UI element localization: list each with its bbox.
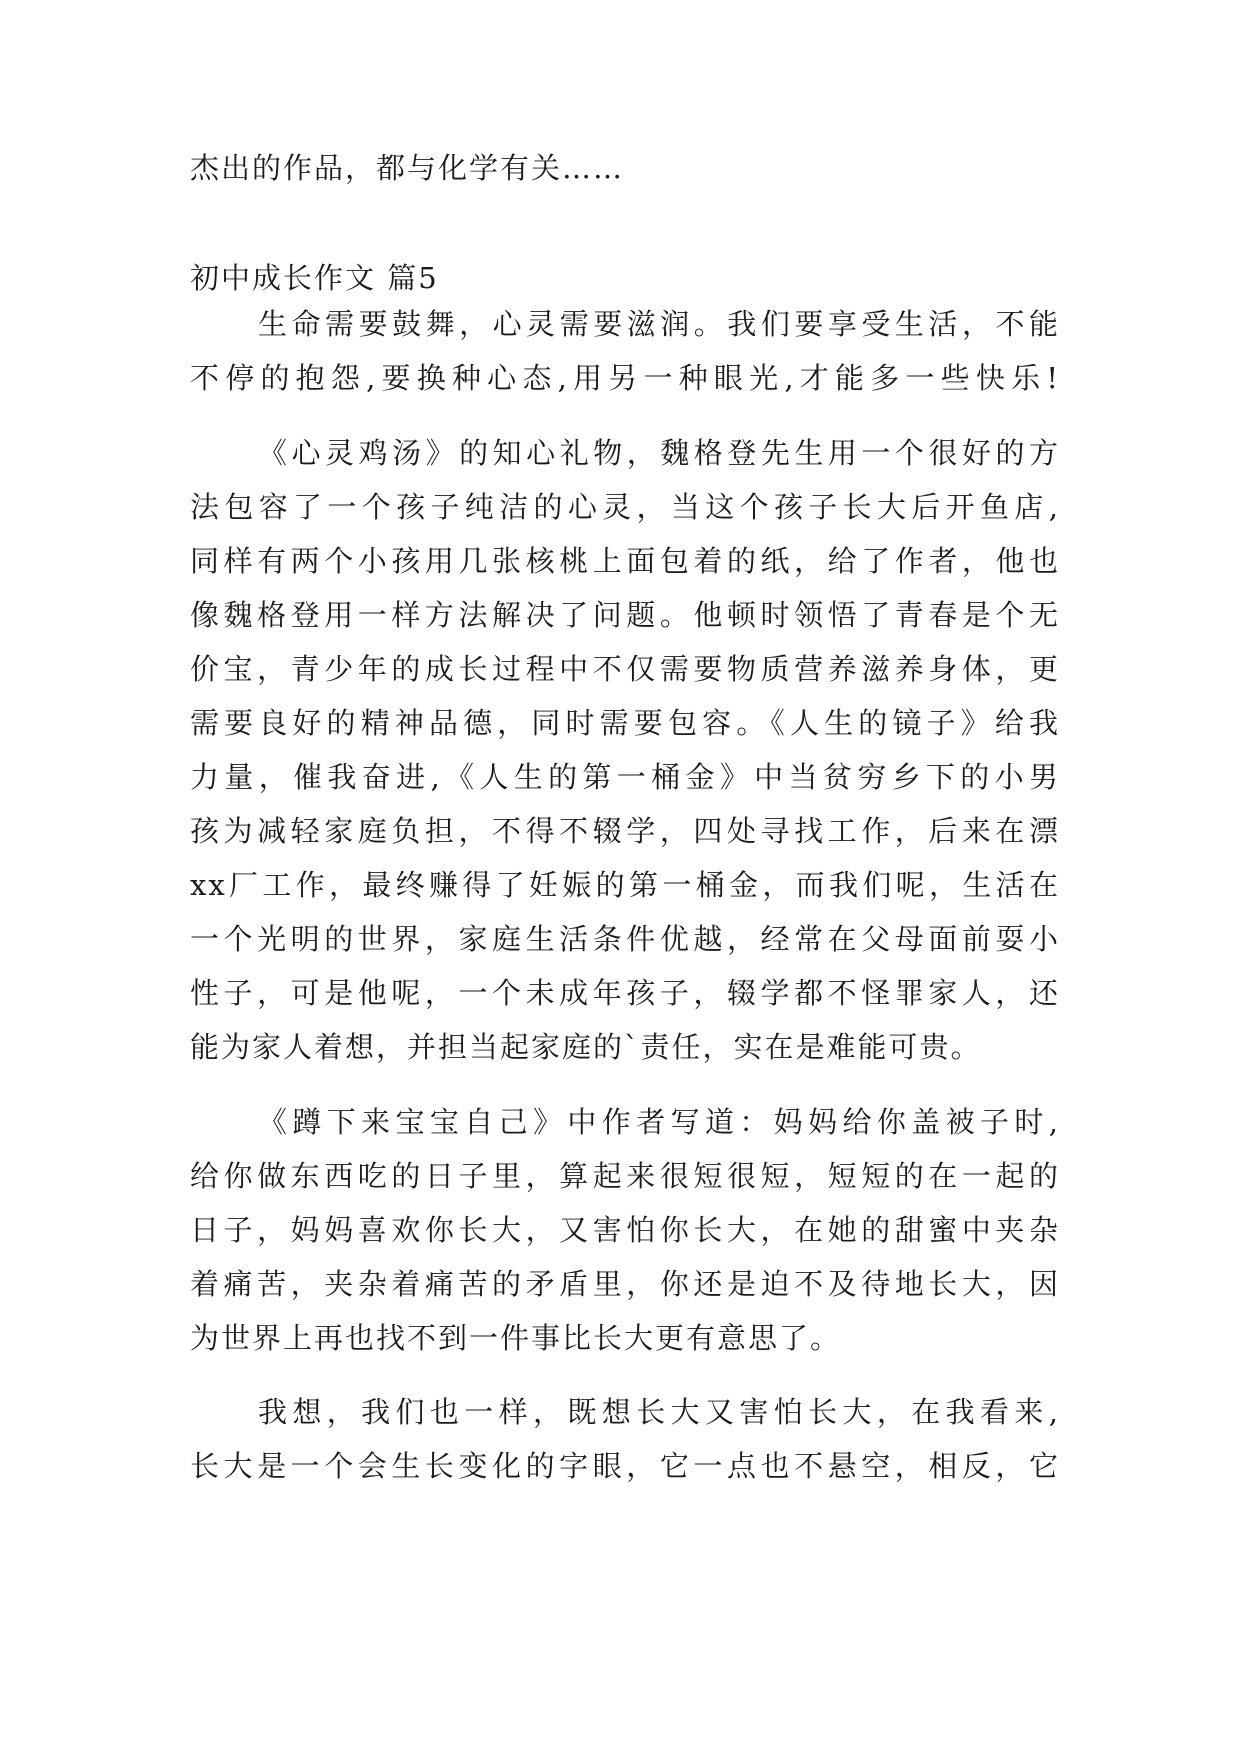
- paragraph-line: xx厂工作，最终赚得了妊娠的第一桶金，而我们呢，生活在: [190, 868, 1060, 902]
- paragraph-line: 价宝，青少年的成长过程中不仅需要物质营养滋养身体，更: [190, 652, 1060, 686]
- paragraph-line: 生命需要鼓舞，心灵需要滋润。我们要享受生活，不能: [258, 307, 1060, 341]
- paragraph-line: 杰出的作品，都与化学有关……: [190, 151, 625, 185]
- paragraph-line: 不停的抱怨,要换种心态,用另一种眼光,才能多一些快乐!: [190, 361, 1060, 395]
- paragraph-line: 为世界上再也找不到一件事比长大更有意思了。: [190, 1321, 842, 1355]
- paragraph-line: 《心灵鸡汤》的知心礼物，魏格登先生用一个很好的方: [258, 436, 1060, 470]
- paragraph-line: 同样有两个小孩用几张核桃上面包着的纸，给了作者，他也: [190, 544, 1060, 578]
- paragraph-line: 一个光明的世界，家庭生活条件优越，经常在父母面前耍小: [190, 922, 1060, 956]
- paragraph-line: 能为家人着想，并担当起家庭的`责任，实在是难能可贵。: [190, 1030, 982, 1064]
- paragraph-line: 性子，可是他呢，一个未成年孩子，辍学都不怪罪家人，还: [190, 976, 1060, 1010]
- paragraph-line: 需要良好的精神品德，同时需要包容。《人生的镜子》给我: [190, 706, 1060, 740]
- paragraph-line: 给你做东西吃的日子里，算起来很短很短，短短的在一起的: [190, 1159, 1060, 1193]
- paragraph-line: 力量，催我奋进,《人生的第一桶金》中当贫穷乡下的小男: [190, 760, 1060, 794]
- paragraph-line: 孩为减轻家庭负担，不得不辍学，四处寻找工作，后来在漂: [190, 814, 1060, 848]
- paragraph-line: 《蹲下来宝宝自己》中作者写道：妈妈给你盖被子时,: [258, 1105, 1060, 1139]
- paragraph-line: 我想，我们也一样，既想长大又害怕长大，在我看来,: [258, 1395, 1060, 1429]
- paragraph-line: 像魏格登用一样方法解决了问题。他顿时领悟了青春是个无: [190, 598, 1060, 632]
- paragraph-line: 长大是一个会生长变化的字眼，它一点也不悬空，相反，它: [190, 1449, 1060, 1483]
- paragraph-line: 着痛苦，夹杂着痛苦的矛盾里，你还是迫不及待地长大，因: [190, 1267, 1060, 1301]
- paragraph-line: 日子，妈妈喜欢你长大，又害怕你长大，在她的甜蜜中夹杂: [190, 1213, 1060, 1247]
- section-heading: 初中成长作文 篇5: [190, 261, 439, 295]
- paragraph-line: 法包容了一个孩子纯洁的心灵，当这个孩子长大后开鱼店,: [190, 490, 1060, 524]
